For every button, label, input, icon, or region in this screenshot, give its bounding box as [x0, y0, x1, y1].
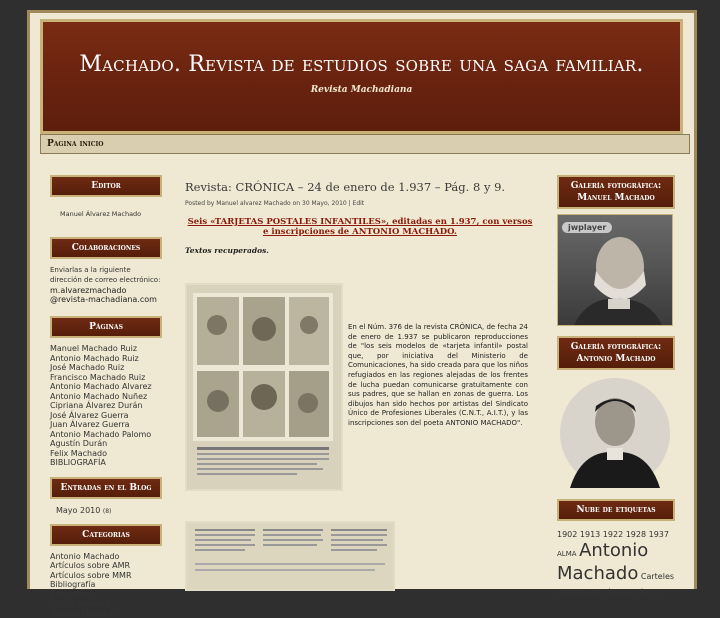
tag-carteles[interactable]: Carteles [641, 572, 674, 581]
widget-title-editor: Editor [50, 175, 162, 197]
page-link[interactable]: Juan Álvarez Guerra [50, 420, 162, 430]
antonio-photo[interactable] [560, 378, 670, 488]
page-link[interactable]: Agustín Durán [50, 439, 162, 449]
blog-subtitle: Revista Machadiana [43, 85, 680, 95]
page-link[interactable]: Manuel Machado Ruiz [50, 344, 162, 354]
widget-title-categorias: Categorias [50, 524, 162, 546]
page-link[interactable]: Felix Machado [50, 449, 162, 459]
tag-alma[interactable]: ALMA [557, 550, 577, 558]
category-link[interactable]: Artículos sobre AMR [50, 561, 162, 571]
widget-title-galeria-manuel: Galería fotográfica: Manuel Machado [557, 175, 675, 209]
widget-title-etiquetas: Nube de etiquetas [557, 499, 675, 521]
tag-years[interactable]: 1902 1913 1922 1928 1937 [557, 529, 675, 541]
widget-title-colaboraciones: Colaboraciones [50, 237, 162, 259]
widget-title-paginas: Páginas [50, 316, 162, 338]
right-sidebar [557, 175, 675, 599]
player-badge: jwplayer [562, 222, 612, 233]
pages-list [50, 344, 162, 468]
tag-machado[interactable]: Machado [557, 563, 638, 584]
category-link[interactable]: Biografías [50, 590, 162, 600]
post-body: En el Núm. 376 de la revista CRÓNICA, de fecha 24 de enero de 1.937 se publicaron reproducciones de "los seis modelos de «tarjeta infantil» postal que, por iniciativa del Ministerio de Comunicaciones, ha sido creada para que los niños refugiados en las regiones alejadas de los frentes de lucha puedan comunicarse gratuitamente con sus padres, que se hallan en zonas de guerra. Los dibujos han sido hechos por artistas del Sindicato Único de Profesiones Liberales (C.N.T., A.I.T.), y las inscripciones son del poeta ANTONIO MACHADO". [348, 323, 528, 429]
colaboraciones-text: Enviarlas a la riguiente dirección de correo electrónico: [50, 265, 162, 285]
tag-antonio[interactable]: Antonio [579, 540, 648, 561]
archive-month[interactable]: Mayo 2010 [56, 506, 100, 515]
antonio-portrait-graphic [560, 378, 670, 488]
category-link[interactable]: Artículos sobre MMR [50, 571, 162, 581]
magazine-scan-image-2[interactable] [185, 521, 395, 591]
magazine-text-graphic [187, 523, 393, 589]
left-sidebar [50, 175, 162, 618]
page-link[interactable]: Cipriana Álvarez Durán [50, 401, 162, 411]
category-link[interactable]: Manuel Machado [50, 609, 162, 618]
category-link[interactable]: Bibliografía [50, 580, 162, 590]
blog-header [40, 19, 683, 134]
navbar [40, 134, 690, 154]
magazine-scan-graphic [187, 285, 341, 489]
page-link[interactable]: Antonio Machado Ruiz [50, 354, 162, 364]
page-link[interactable]: Antonio Machado Palomo [50, 430, 162, 440]
archive-item[interactable] [50, 506, 162, 515]
post-intro: Textos recuperados. [185, 246, 535, 255]
widget-title-entradas: Entradas en el Blog [50, 477, 162, 499]
post-subtitle: Seis «TARJETAS POSTALES INFANTILES», editadas en 1.937, con versos e inscripciones de ANTONIO MACHADO. [185, 217, 535, 237]
page-link[interactable]: José Machado Ruiz [50, 363, 162, 373]
magazine-scan-image[interactable] [185, 283, 343, 491]
colaboraciones-email[interactable]: m.alvarezmachado @revista-machadiana.com [50, 286, 162, 304]
category-link[interactable]: Critica literaria [50, 599, 162, 609]
categories-list [50, 552, 162, 618]
post-title[interactable]: Revista: CRÓNICA – 24 de enero de 1.937 – Pág. 8 y 9. [185, 180, 535, 194]
manuel-photo-player[interactable] [557, 214, 673, 326]
editor-name: Manuel Álvarez Machado [50, 209, 162, 219]
page-link[interactable]: Francisco Machado Ruiz [50, 373, 162, 383]
page-link[interactable]: Antonio Machado Alvarez [50, 382, 162, 392]
page-link[interactable]: BIBLIOGRAFÍA [50, 458, 162, 468]
category-link[interactable]: Antonio Machado [50, 552, 162, 562]
nav-home-link[interactable]: Pagina inicio [47, 139, 104, 149]
post-meta: Posted by Manuel alvarez Machado on 30 Mayo, 2010 | Edit [185, 200, 535, 207]
archive-count: (8) [103, 508, 112, 515]
tag-line[interactable]: CASTILLA Crónica Crónica [557, 587, 675, 599]
widget-title-galeria-antonio: Galería fotográfica: Antonio Machado [557, 336, 675, 370]
main-content [185, 180, 535, 255]
blog-title[interactable]: Machado. Revista de estudios sobre una saga familiar. [43, 52, 680, 77]
page-link[interactable]: Antonio Machado Nuñez [50, 392, 162, 402]
page-link[interactable]: José Álvarez Guerra [50, 411, 162, 421]
page [27, 10, 697, 589]
tag-cloud [557, 529, 675, 599]
